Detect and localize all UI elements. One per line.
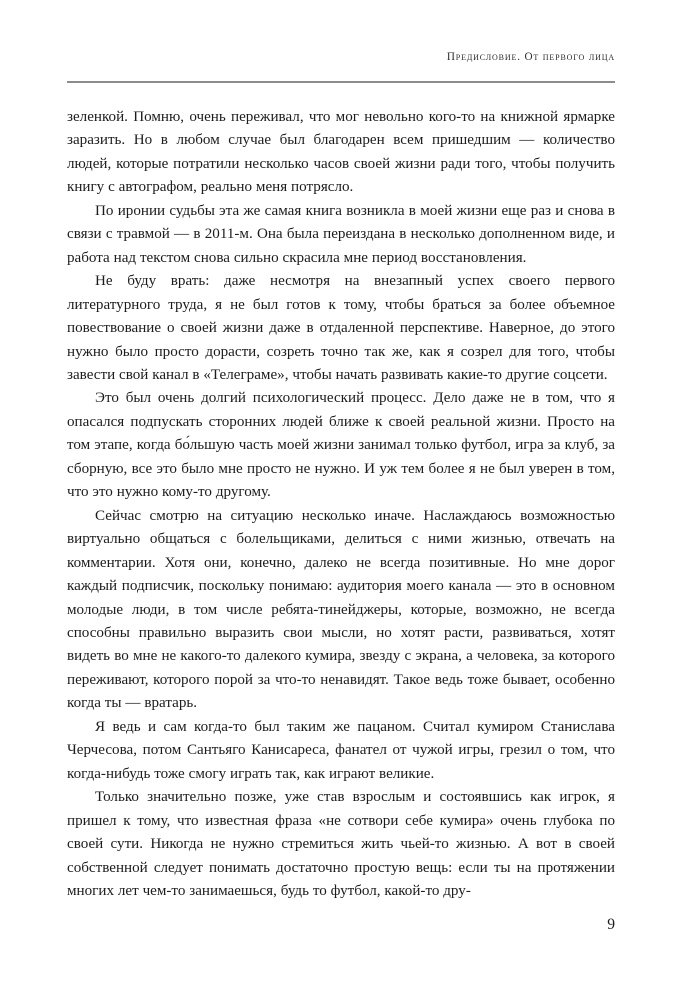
paragraph: Сейчас смотрю на ситуацию несколько иначе. Наслаждаюсь возможностью виртуально общаться с болельщиками, делиться с ними жизнью, отвечать на комментарии. Хотя они, конечно, далеко не всегда позитивные. Но мне дорог каждый подписчик, поскольку понимаю: аудитория моего канала — это в основном молодые люди, в том числе ребята-тинейджеры, которые, возможно, не всегда способны правильно выразить свои мысли, но хотят расти, развиваться, хотят видеть во мне не какого-то далекого кумира, звезду с экрана, а человека, за которого переживают, которого порой за что-то ненавидят. Такое ведь тоже бывает, особенно когда ты — вратарь. <box>67 507 615 712</box>
paragraph: зеленкой. Помню, очень переживал, что мог невольно кого-то на книжной ярмарке заразить. Но в любом случае был благодарен всем пришедшим — количество людей, которые потратили несколько часов своей жизни ради того, чтобы получить книгу с автографом, реально меня потрясло. <box>67 109 615 196</box>
paragraph: Я ведь и сам когда-то был таким же пацаном. Считал кумиром Станислава Черчесова, потом Сантьяго Канисареса, фанател от чужой игры, грезил о том, что когда-нибудь тоже смогу играть так, как играют великие. <box>67 718 615 782</box>
header-rule-divider <box>67 81 615 83</box>
paragraph: Не буду врать: даже несмотря на внезапный успех своего первого литературного труда, я не был готов к тому, чтобы браться за более объемное повествование о своей жизни даже в отдаленной перспективе. Наверное, до этого нужно было просто дорасти, созреть точно так же, как я созрел для того, чтобы завести свой канал в «Телеграме», чтобы начать развивать какие-то другие соцсети. <box>67 273 615 383</box>
paragraph: Это был очень долгий психологический процесс. Дело даже не в том, что я опасался подпускать сторонних людей ближе к своей реальной жизни. Просто на том этапе, когда бо́льшую часть моей жизни занимал только футбол, игра за клуб, за сборную, все это было мне просто не нужно. И уж тем более я не был уверен в том, что это нужно кому-то другому. <box>67 390 615 501</box>
page-number: 9 <box>607 916 615 933</box>
running-head: Предисловие. От первого лица <box>446 51 615 63</box>
paragraph: По иронии судьбы эта же самая книга возникла в моей жизни еще раз и снова в связи с травмой — в 2011-м. Она была переиздана в несколько дополненном виде, и работа над текстом снова сильно скрасила мне период восстановления. <box>67 202 615 266</box>
paragraph: Только значительно позже, уже став взрослым и состоявшись как игрок, я пришел к тому, что известная фраза «не сотвори себе кумира» очень глубока по своей сути. Никогда не нужно стремиться жить чьей-то жизнью. А вот в своей собственной следует понимать достаточно простую вещь: если ты на протяжении многих лет чем-то занимаешься, будь то футбол, какой-то дру- <box>67 789 615 899</box>
body-text-column <box>67 106 615 903</box>
